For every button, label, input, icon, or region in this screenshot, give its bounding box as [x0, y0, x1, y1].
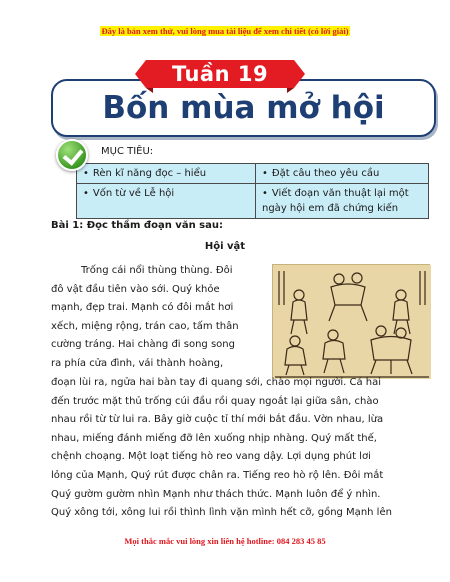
objective-text: Rèn kĩ năng đọc – hiểu — [92, 168, 207, 179]
passage-line: đô vật đầu tiên vào sới. Quý khỏe — [51, 283, 220, 295]
page-title: Bốn mùa mở hội — [102, 90, 385, 126]
objective-text: Viết đoạn văn thuật lại một ngày hội em đã chứng kiến — [262, 188, 409, 214]
objective-text: Đặt câu theo yêu cầu — [271, 168, 380, 179]
bullet-icon: • — [83, 188, 89, 199]
bullet-icon: • — [83, 168, 89, 179]
passage-line: cường tráng. Hai chàng đi song song — [51, 339, 235, 351]
exercise-heading: Bài 1: Đọc thầm đoạn văn sau: — [51, 220, 223, 231]
wrestling-illustration — [272, 264, 430, 378]
ribbon-left-corner — [146, 88, 153, 93]
passage-line: Quý xông tới, xông lui rồi thình lình vặn mình hết cỡ, gồng Mạnh lên — [51, 507, 392, 519]
week-ribbon — [146, 60, 294, 88]
week-label: Tuần 19 — [171, 62, 269, 86]
passage-line: đến trước mặt thủ trống cúi đầu rồi quay ngoắt lại giữa sân, chào — [51, 395, 379, 407]
passage-line: ra phía cửa đình, vái thành hoàng, — [51, 357, 224, 369]
hotline-notice: Mọi thắc mắc vui lòng xin liên hệ hotline: 084 283 45 85 — [124, 536, 326, 546]
ribbon-left-fold — [135, 60, 146, 88]
passage-line: nhau, miếng đánh miếng đỡ lên xuống nhịp nhàng. Quý mất thế, — [51, 432, 377, 444]
objective-text: Vốn từ về Lễ hội — [92, 188, 175, 199]
passage-line: đoạn lùi ra, ngửa hai bàn tay đi quang sới, chào mọi người. Cả hai — [51, 377, 382, 388]
objectives-table — [76, 163, 429, 219]
objectives-heading: MỤC TIÊU: — [101, 146, 154, 157]
passage-line: Trống cái nổi thùng thùng. Đôi — [81, 265, 233, 276]
preview-notice — [0, 26, 450, 36]
objective-cell — [256, 184, 429, 219]
objectives-row — [77, 184, 429, 219]
bullet-icon: • — [262, 188, 268, 199]
passage-line: lỏng của Mạnh, Quý rút được chân ra. Tiếng reo hò rộ lên. Đôi mắt — [51, 469, 384, 481]
ribbon-right-fold — [294, 60, 305, 88]
passage-line: mạnh, đẹp trai. Mạnh có đôi mắt hơi — [51, 302, 234, 314]
objective-cell — [77, 184, 256, 219]
wrestlers-drawing — [273, 265, 431, 379]
passage-line: chệnh choạng. Một loạt tiếng hò reo vang dậy. Lợi dụng phút lơi — [51, 451, 371, 463]
passage-part-2 — [51, 374, 430, 523]
objective-cell — [256, 164, 429, 184]
preview-notice-text: Đây là bản xem thử, vui lòng mua tài liệu để xem chi tiết (có lời giải) — [101, 26, 349, 36]
passage-part-1 — [51, 262, 261, 374]
objective-cell — [77, 164, 256, 184]
bullet-icon: • — [262, 168, 268, 179]
passage-line: nhau rồi từ từ lui ra. Bây giờ cuộc tỉ thí mới bắt đầu. Vờn nhau, lừa — [51, 414, 384, 426]
passage-line: xếch, miệng rộng, trán cao, tấm thân — [51, 320, 239, 332]
passage-line: Quý gườm gườm nhìn Mạnh như thách thức. Mạnh luôn để ý nhìn. — [51, 488, 381, 500]
ribbon-right-corner — [287, 88, 294, 93]
objectives-row — [77, 164, 429, 184]
passage-title: Hội vật — [204, 241, 246, 252]
checkmark-icon — [56, 139, 88, 171]
